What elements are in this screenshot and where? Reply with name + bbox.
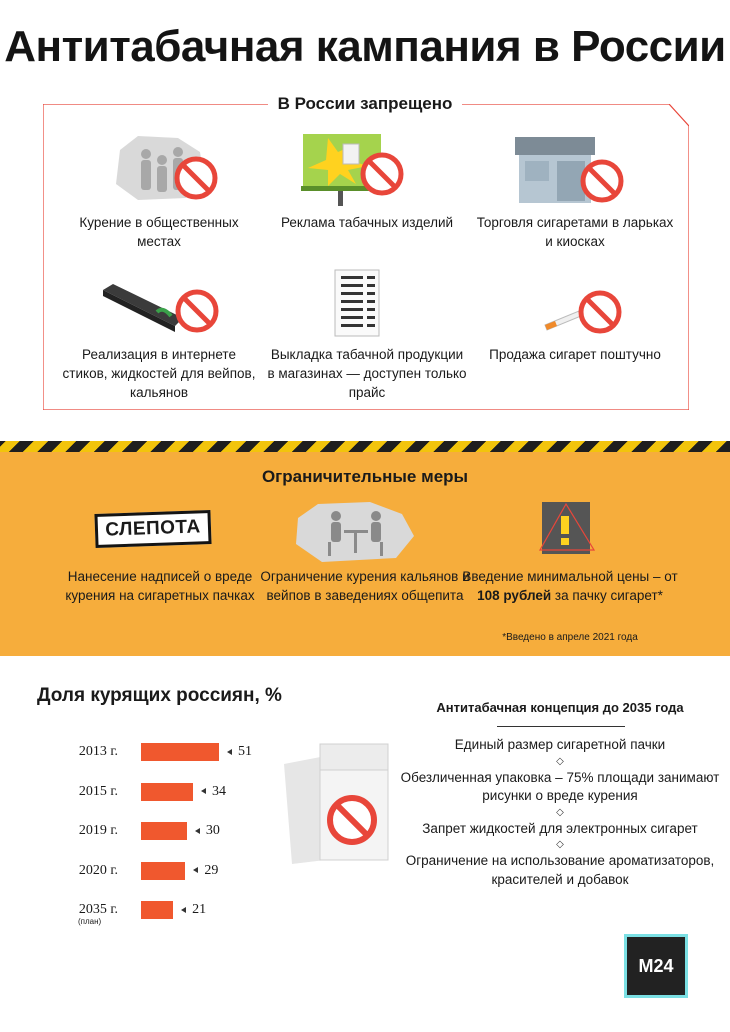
billboard-icon <box>298 128 413 208</box>
concept-separator: ◇ <box>556 806 564 818</box>
min-price-label: Введение минимальной цены – от 108 рублей за пачку сигарет* <box>462 569 678 603</box>
concept-item: Единый размер сигаретной пачки <box>454 737 666 752</box>
concept-item: Обезличенная упаковка – 75% площади занимают рисунки о вреде курения <box>400 769 720 803</box>
price-list-icon <box>333 268 383 338</box>
concept-separator: ◇ <box>556 755 564 767</box>
page-title: Антитабачная кампания в России <box>4 22 726 71</box>
bar <box>141 822 187 840</box>
ban-display-label: Выкладка табачной продукции в магазинах — доступен только прайс <box>267 347 467 400</box>
bar-category-label: 2015 г. <box>78 783 118 799</box>
kiosk-icon <box>513 135 628 207</box>
plan-note: (план) <box>78 917 102 926</box>
bar-value-label: 21 <box>181 902 206 918</box>
concept-list <box>400 736 720 889</box>
price-warning-icon <box>538 498 598 558</box>
bar-category-label: 2019 г. <box>78 823 118 838</box>
bar-value-label: 30 <box>195 823 220 839</box>
ban-public-smoking-label: Курение в общественных местах <box>79 215 239 249</box>
hookah-restriction-label: Ограничение курения кальянов и вейпов в заведениях общепита <box>260 569 470 603</box>
cigarette-icon <box>543 285 628 340</box>
chart-title: Доля курящих россиян, % <box>37 685 282 706</box>
concept-title: Антитабачная концепция до 2035 года <box>436 700 684 715</box>
banned-heading: В России запрещено <box>0 94 730 114</box>
bar-value-label: 34 <box>201 784 226 800</box>
concept-item: Запрет жидкостей для электронных сигарет <box>422 820 698 836</box>
bar-value-label: 29 <box>193 863 218 879</box>
bar-value-label: 51 <box>227 744 252 760</box>
ban-kiosk-label: Торговля сигаретами в ларьках и киосках <box>476 215 674 249</box>
bar <box>141 901 173 919</box>
bar-category-label: 2035 г. <box>78 902 118 917</box>
m24-logo: М24 <box>624 934 688 998</box>
bar-category-label: 2020 г. <box>78 862 118 878</box>
warning-label-sign: СЛЕПОТА <box>94 510 211 548</box>
concept-divider <box>497 726 625 727</box>
bar <box>141 862 185 880</box>
bar <box>141 743 219 761</box>
ban-single-cigarettes-label: Продажа сигарет поштучно <box>489 347 661 362</box>
restrictions-heading: Ограничительные меры <box>261 467 469 486</box>
footnote: *Введено в апреле 2021 года <box>502 632 638 643</box>
cafe-people-icon <box>292 500 417 565</box>
bar-category-label: 2013 г. <box>78 744 118 759</box>
cigarette-pack-icon <box>276 740 396 870</box>
warning-labels-label: Нанесение надписей о вреде курения на сигаретных пачках <box>65 569 255 603</box>
vape-stick-icon <box>103 280 223 342</box>
ban-advertising-label: Реклама табачных изделий <box>280 215 454 230</box>
people-silhouettes-icon <box>108 130 223 205</box>
hazard-stripe <box>0 441 730 452</box>
bar <box>141 783 193 801</box>
concept-separator: ◇ <box>556 839 564 850</box>
concept-item: Ограничение на использование ароматизаторов, красителей и добавок <box>405 853 715 887</box>
ban-online-sales-label: Реализация в интернете стиков, жидкостей для вейпов, кальянов <box>62 347 256 400</box>
